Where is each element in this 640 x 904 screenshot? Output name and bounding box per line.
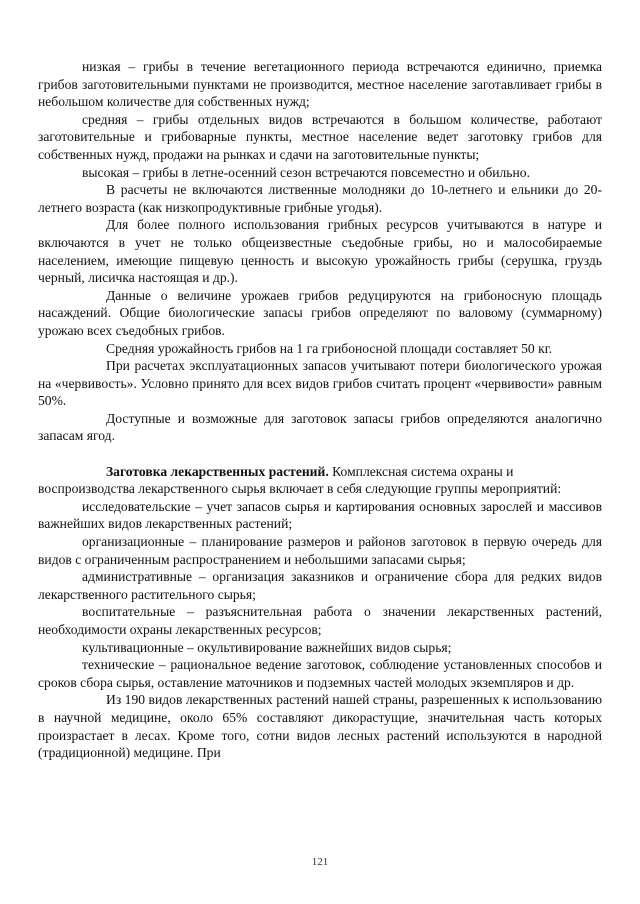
paragraph-high-yield: высокая – грибы в летне-осенний сезон встречаются повсеместно и обильно. (82, 164, 530, 180)
paragraph-full-use: Для более полного использования грибных ресурсов учитываются в натуре и включаются в учет не только общеизвестные съедобные грибы, но и малособираемые населением, имеющие пищевую ценность и высокую урожайность грибы (серушка, груздь черный, лисичка настоящая и др.). (38, 217, 602, 286)
paragraph-wormy-losses: При расчетах эксплуатационных запасов учитывают потери биологического урожая на «червивость». Условно принято для всех видов грибов считать процент «червивости» равным 50%. (38, 358, 602, 409)
paragraph-average-yield: Средняя урожайность грибов на 1 га грибоносной площади составляет 50 кг. (106, 340, 553, 356)
section-intro-paragraph (38, 463, 602, 498)
page-number: 121 (311, 856, 329, 868)
measure-technical: технические – рациональное ведение заготовок, соблюдение установленных способов и сроков сбора сырья, оставление маточников и подземных частей молодых экземпляров и др. (38, 657, 602, 690)
measure-organizational: организационные – планирование размеров и районов заготовок в первую очередь для видов с ограниченным распространением и небольшими запасами сырья; (38, 534, 602, 567)
paragraph-available-stocks: Доступные и возможные для заготовок запасы грибов определяются аналогично запасам ягод. (38, 410, 602, 444)
paragraph-closing: Из 190 видов лекарственных растений нашей страны, разрешенных к использованию в научной медицине, около 65% составляют дикорастущие, значительная часть которых произрастает в лесах. Кроме того, сотни видов лесных растений используются в народной (традиционной) медицине. При (38, 692, 602, 761)
paragraph-medium-yield: средняя – грибы отдельных видов встречаются в большом количестве, работают заготовительные и грибоварные пункты, местное население ведет заготовку грибов для собственных нужд, продажи на рынках и сдачи на заготовительные пункты; (38, 111, 602, 162)
measure-research: исследовательские – учет запасов сырья и картирования основных зарослей и массивов важнейших видов лекарственных растений; (38, 498, 602, 532)
paragraph-yield-data: Данные о величине урожаев грибов редуцируются на грибоносную площадь насаждений. Общие биологические запасы грибов определяют по валовому (суммарному) урожаю всех съедобных грибов. (38, 287, 602, 338)
section-heading: Заготовка лекарственных растений. (106, 463, 329, 479)
measure-cultivation: культивационные – окультивирование важнейших видов сырья; (82, 639, 452, 655)
body-text (38, 58, 602, 762)
paragraph-exclusions: В расчеты не включаются лиственные молодняки до 10-летнего и ельники до 20-летнего возраста (как низкопродуктивные грибные угодья). (38, 182, 602, 215)
measure-administrative: административные – организация заказников и ограничение сбора для редких видов лекарственного растительного сырья; (38, 569, 602, 602)
paragraph-low-yield: низкая – грибы в течение вегетационного периода встречаются единично, приемка грибов заготовительными пунктами не производится, местное население заготавливает грибы в небольшом количестве для собственных нужд; (38, 59, 602, 110)
measure-educational: воспитательные – разъяснительная работа о значении лекарственных растений, необходимости охраны лекарственных ресурсов; (38, 604, 602, 637)
section-intro: Комплексная система охраны и воспроизводства лекарственного сырья включает в себя следующие группы мероприятий: (38, 463, 562, 497)
